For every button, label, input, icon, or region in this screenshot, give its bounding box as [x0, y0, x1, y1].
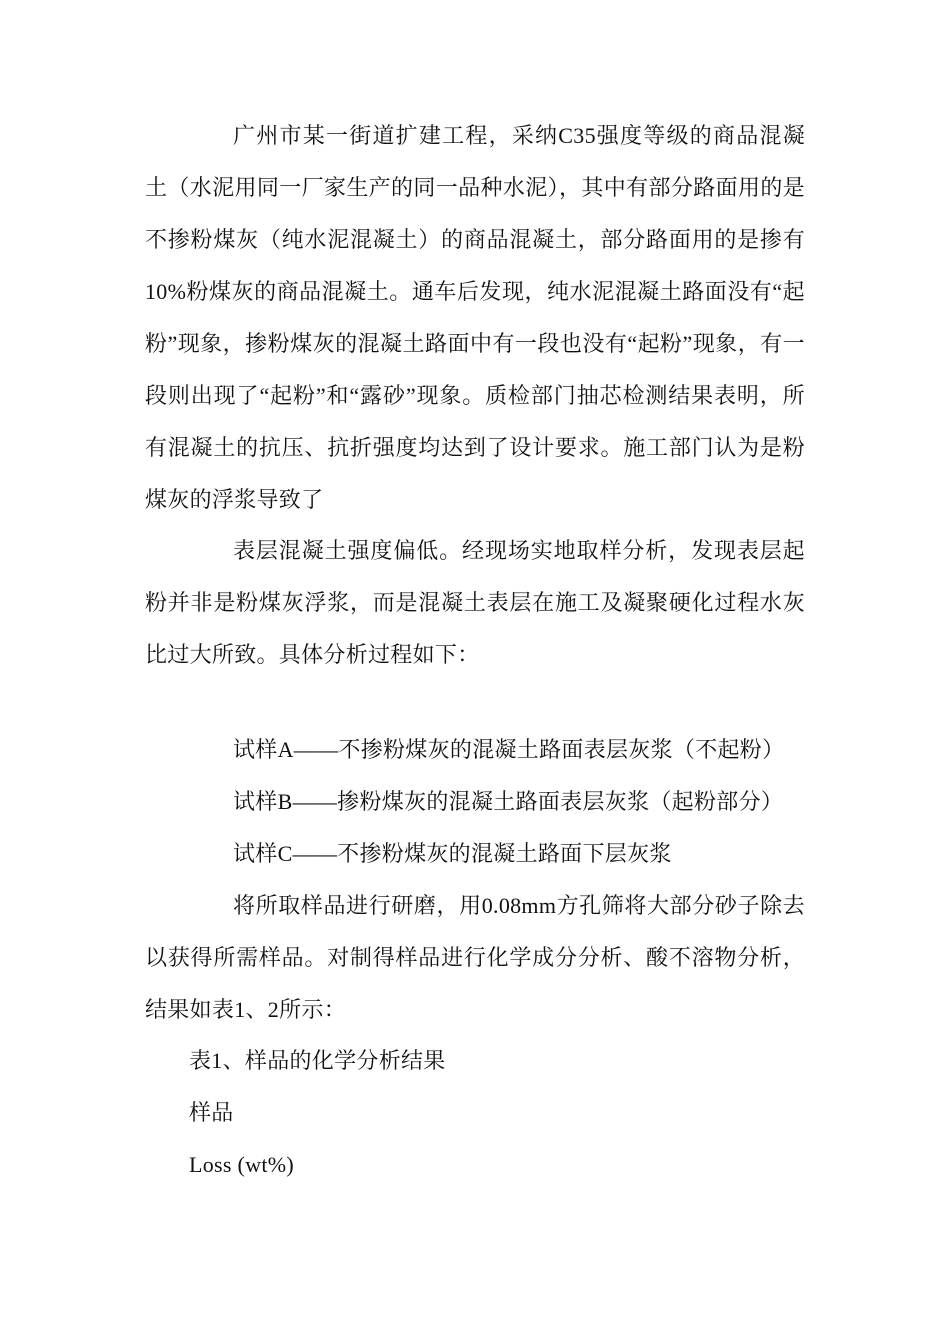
- sample-b-line: 试样B——掺粉煤灰的混凝土路面表层灰浆（起粉部分）: [233, 789, 784, 814]
- table-header-loss: Loss (wt%): [189, 1152, 295, 1177]
- method-paragraph: 将所取样品进行研磨，用0.08mm方孔筛将大部分砂子除去以获得所需样品。对制得样品进行化学成分分析、酸不溶物分析，结果如表1、2所示：: [145, 893, 805, 1022]
- table-header-sample: 样品: [189, 1100, 234, 1125]
- table-caption: 表1、样品的化学分析结果: [189, 1048, 446, 1073]
- sample-c-line: 试样C——不掺粉煤灰的混凝土路面下层灰浆: [233, 841, 672, 866]
- analysis-paragraph: 表层混凝土强度偏低。经现场实地取样分析，发现表层起粉并非是粉煤灰浮浆，而是混凝土表层在施工及凝聚硬化过程水灰比过大所致。具体分析过程如下：: [145, 538, 805, 667]
- intro-paragraph: 广州市某一街道扩建工程，采纳C35强度等级的商品混凝土（水泥用同一厂家生产的同一品种水泥），其中有部分路面用的是不掺粉煤灰（纯水泥混凝土）的商品混凝土，部分路面用的是掺有10%粉煤灰的商品混凝土。通车后发现，纯水泥混凝土路面没有“起粉”现象，掺粉煤灰的混凝土路面中有一段也没有“起粉”现象，有一段则出现了“起粉”和“露砂”现象。质检部门抽芯检测结果表明，所有混凝土的抗压、抗折强度均达到了设计要求。施工部门认为是粉煤灰的浮浆导致了: [145, 123, 805, 512]
- sample-a-line: 试样A——不掺粉煤灰的混凝土路面表层灰浆（不起粉）: [233, 737, 785, 762]
